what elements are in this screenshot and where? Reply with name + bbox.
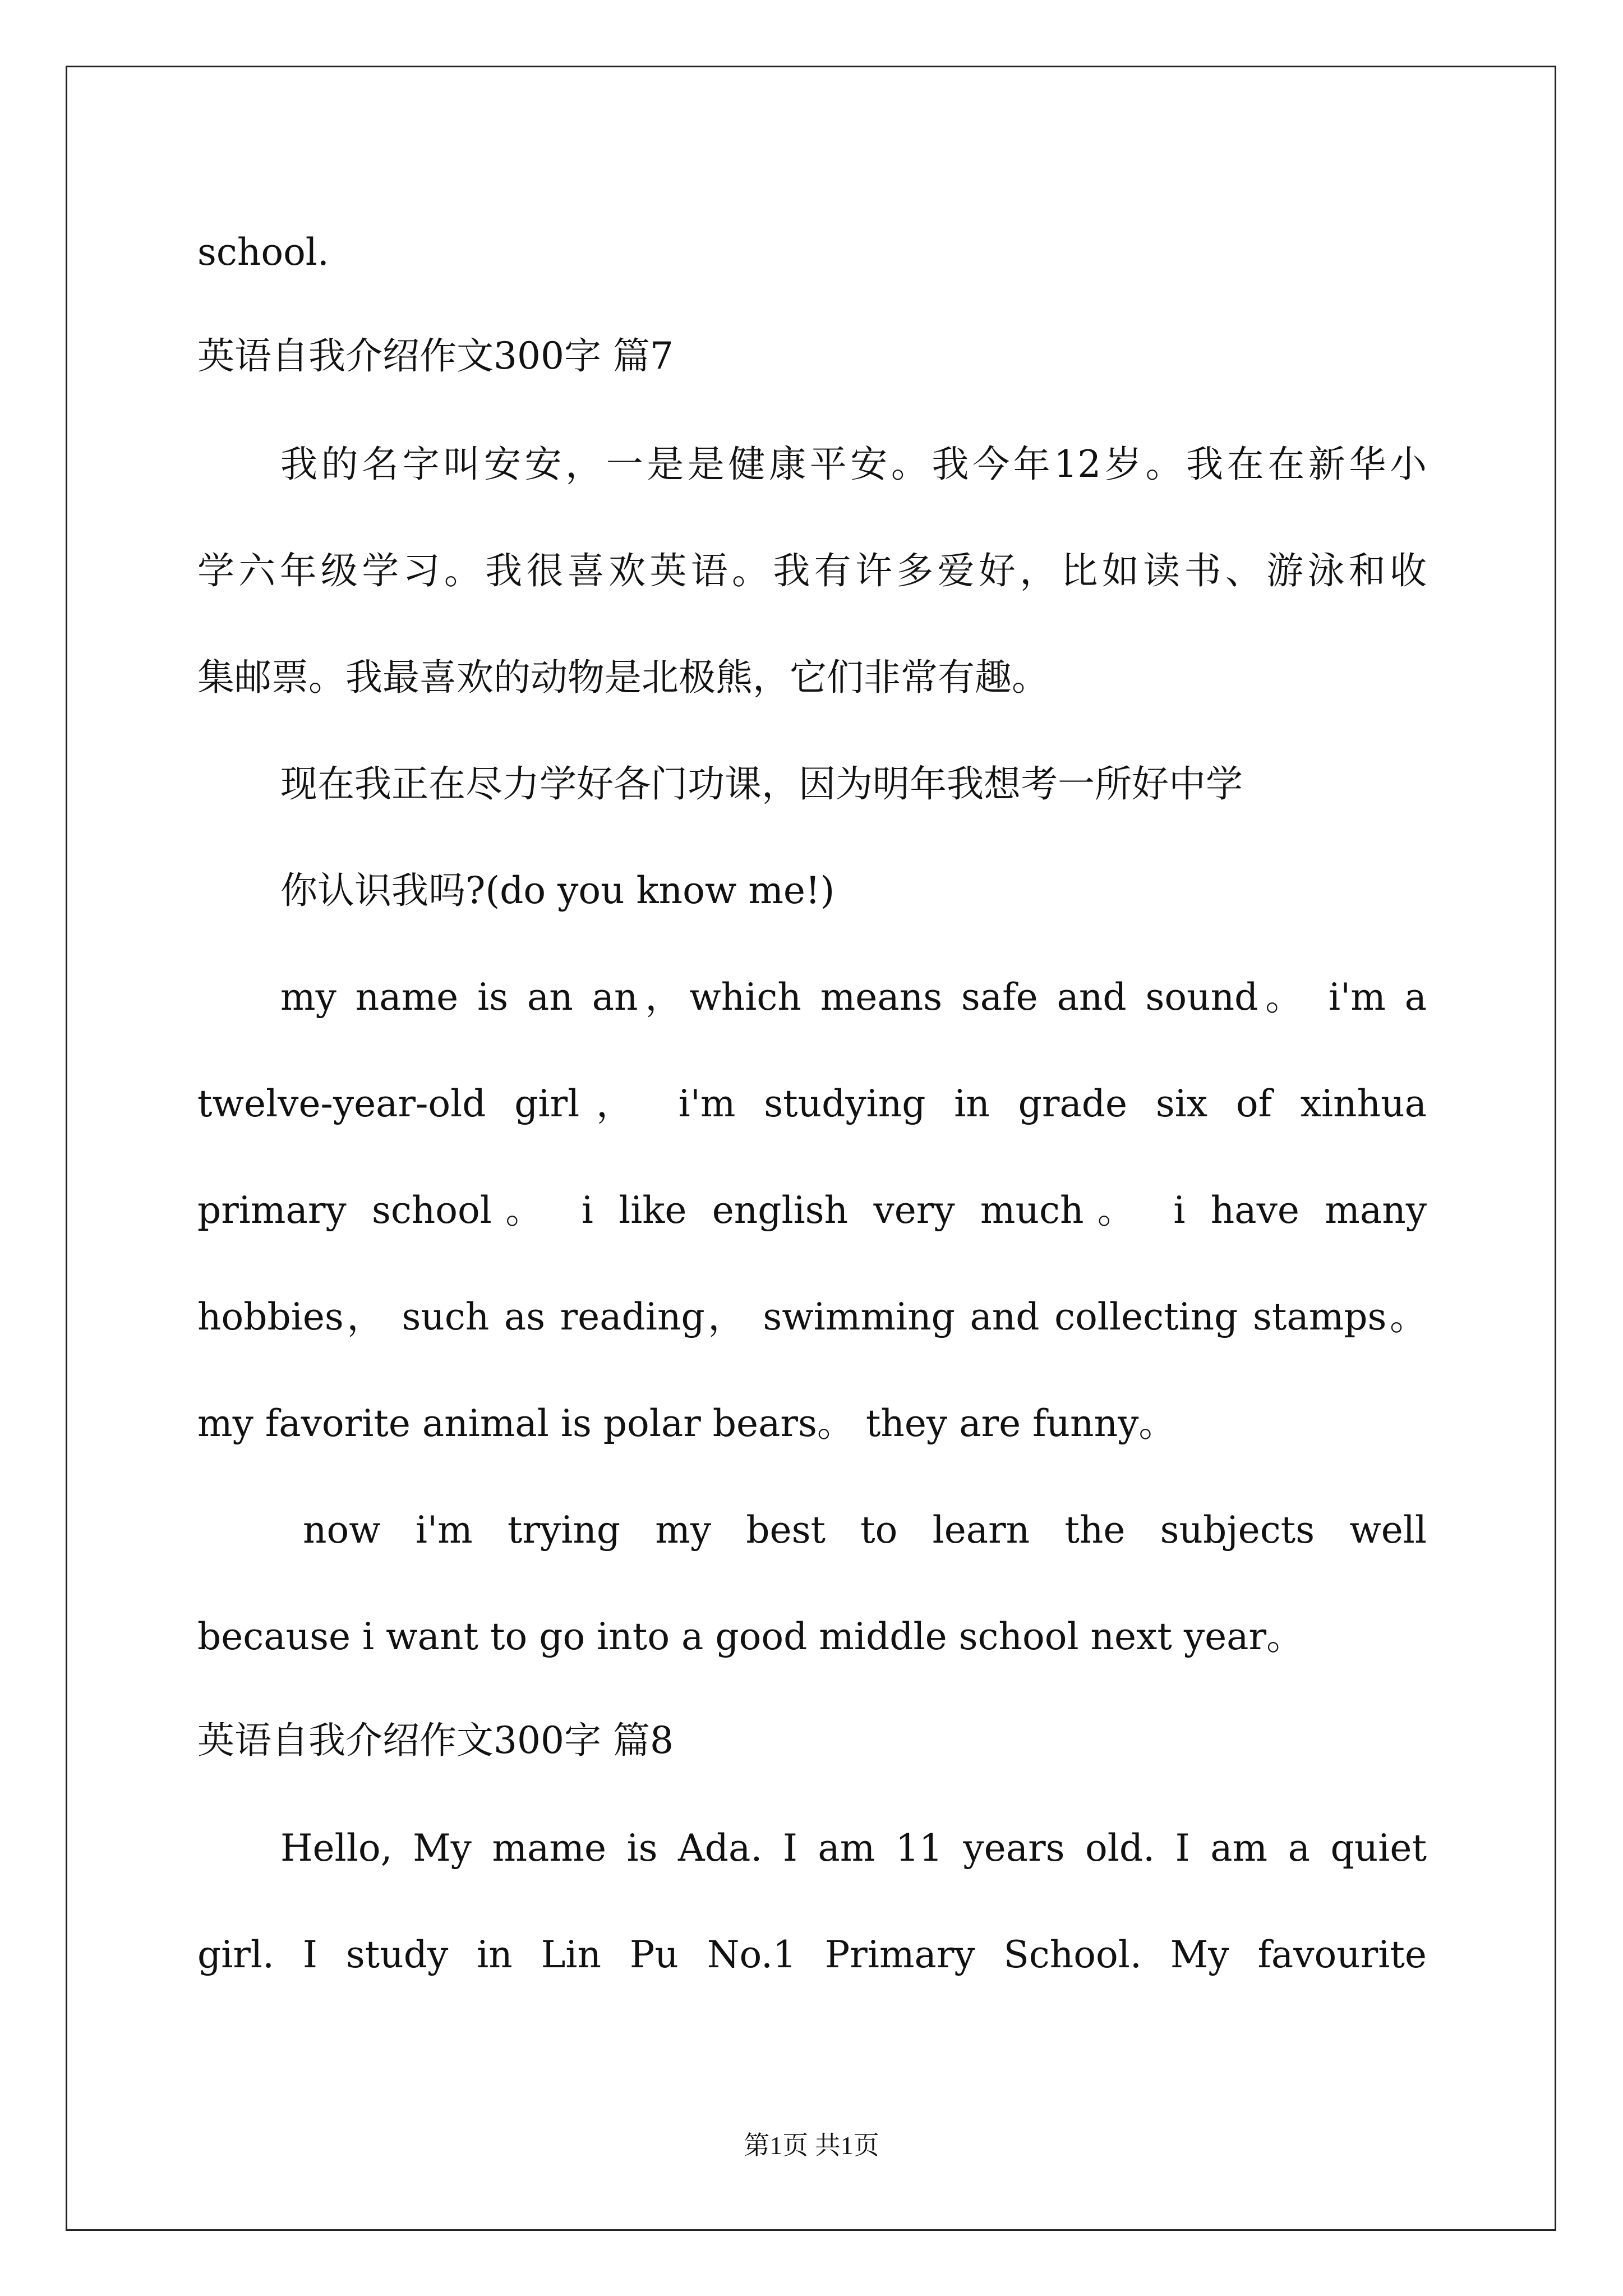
- text-line-5: 集邮票。我最喜欢的动物是北极熊，它们非常有趣。: [197, 656, 1049, 699]
- text-line-4: 学六年级学习。我很喜欢英语。我有许多爱好，比如读书、游泳和收: [197, 549, 1427, 592]
- text-line-12: my favorite animal is polar bears。 they are funny。: [197, 1402, 1176, 1445]
- text-line-1: school.: [197, 231, 329, 274]
- page-footer: 第1页 共1页: [744, 2131, 879, 2160]
- text-line-10: primary school。 i like english very much。 i have many: [197, 1189, 1427, 1232]
- section-heading-8: 英语自我介绍作文300字 篇8: [197, 1719, 674, 1762]
- text-line-16: Hello, My mame is Ada. I am 11 years old. I am a quiet: [280, 1826, 1427, 1870]
- text-line-3: 我的名字叫安安，一是是健康平安。我今年12岁。我在在新华小: [280, 443, 1427, 486]
- section-heading-7: 英语自我介绍作文300字 篇7: [197, 334, 674, 378]
- text-line-8: my name is an an，which means safe and sound。 i'm a: [280, 976, 1427, 1019]
- text-line-7: 你认识我吗?(do you know me!): [280, 869, 835, 912]
- text-line-17: girl. I study in Lin Pu No.1 Primary School. My favourite: [197, 1933, 1427, 1976]
- text-line-13: now i'm trying my best to learn the subjects well: [303, 1508, 1427, 1552]
- text-line-9: twelve-year-old girl， i'm studying in grade six of xinhua: [197, 1082, 1427, 1125]
- text-line-6: 现在我正在尽力学好各门功课，因为明年我想考一所好中学: [280, 762, 1243, 806]
- page-border: [66, 66, 1556, 2231]
- text-line-14: because i want to go into a good middle school next year。: [197, 1615, 1304, 1658]
- text-line-11: hobbies， such as reading， swimming and collecting stamps。: [197, 1295, 1427, 1338]
